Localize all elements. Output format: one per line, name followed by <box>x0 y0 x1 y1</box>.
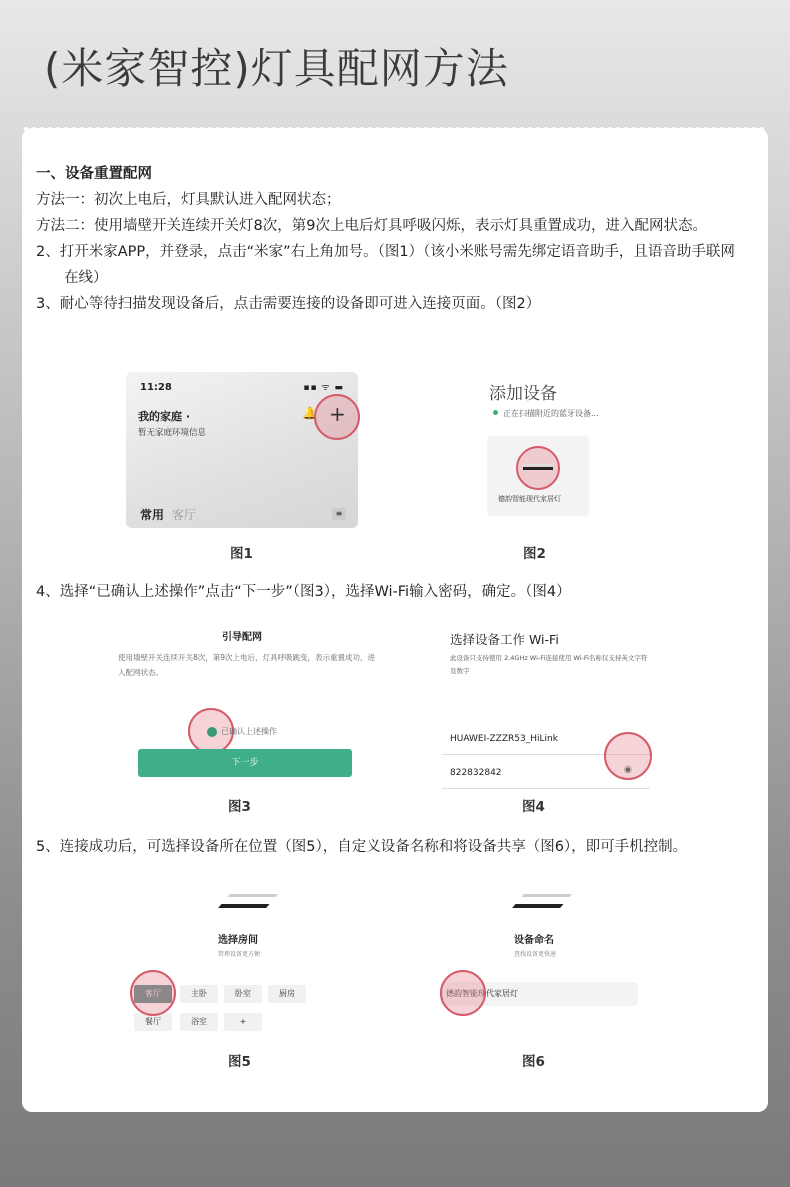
phone-status-icons: ▪▪ ᯤ ▬ <box>303 383 344 393</box>
lamp-icon <box>523 464 553 470</box>
method-1: 方法一：初次上电后，灯具默认进入配网状态； <box>36 192 341 208</box>
room-title: 选择房间 <box>218 935 258 946</box>
eye-icon: ◉ <box>624 765 632 775</box>
highlight-ring-room <box>130 970 176 1016</box>
lamp-icon <box>512 894 572 908</box>
confirm-label: 已确认上述操作 <box>221 727 277 736</box>
wifi-subtitle: 此设备只支持使用 2.4GHz Wi-Fi连接使用 Wi-Fi名称仅支持英文字符及数字 <box>450 654 648 675</box>
device-name-field: 德韵智能现代家居灯 <box>440 982 638 1006</box>
scanning-dot-icon <box>493 410 498 415</box>
bell-icon: 🔔 <box>302 406 317 420</box>
check-icon <box>207 727 217 737</box>
room-chip: 主卧 <box>180 985 218 1003</box>
caption-fig4: 图4 <box>522 799 545 815</box>
plus-icon: + <box>329 402 346 426</box>
menu-icon: ≡ <box>332 508 346 520</box>
guide-title: 引导配网 <box>222 632 262 643</box>
section-heading: 一、设备重置配网 <box>36 166 152 182</box>
room-chip: 浴室 <box>180 1013 218 1031</box>
method-2: 方法二：使用墙壁开关连续开关灯8次，第9次上电后灯具呼吸闪烁，表示灯具重置成功，进入配网状态。 <box>36 218 707 234</box>
page-title: (米家智控)灯具配网方法 <box>44 44 509 93</box>
step-4: 4、选择“已确认上述操作”点击“下一步”（图3），选择Wi-Fi输入密码，确定。（图4） <box>36 584 571 600</box>
next-button: 下一步 <box>138 749 352 777</box>
room-chip: 卧室 <box>224 985 262 1003</box>
caption-fig3: 图3 <box>228 799 251 815</box>
scanning-text: 正在扫描附近的蓝牙设备... <box>503 409 599 418</box>
caption-fig1: 图1 <box>230 546 253 562</box>
lamp-icon <box>218 894 278 908</box>
room-chip: 餐厅 <box>134 1013 172 1031</box>
name-subtitle: 查找设备更快速 <box>514 951 557 958</box>
room-subtitle: 管理设备更方便 <box>218 951 261 958</box>
wifi-password: 822832842 <box>450 768 502 778</box>
guide-text: 使用墙壁开关连续开关8次，第9次上电后，灯具呼吸跳变，表示重置成功，进入配网状态。 <box>118 653 376 677</box>
room-chip: 厨房 <box>268 985 306 1003</box>
wifi-title: 选择设备工作 Wi-Fi <box>450 632 559 647</box>
caption-fig5: 图5 <box>228 1054 251 1070</box>
fig1-phone-screenshot <box>126 372 358 528</box>
instructions <box>36 161 746 317</box>
add-room-chip: + <box>224 1013 262 1031</box>
wifi-ssid: HUAWEI-ZZZR53_HiLink <box>450 734 558 744</box>
step-5: 5、连接成功后，可选择设备所在位置（图5），自定义设备名称和将设备共享（图6），即可手机控制。 <box>36 839 688 855</box>
password-divider <box>442 788 650 789</box>
room-chip: 客厅 <box>134 985 172 1003</box>
tab-common: 常用 <box>140 508 165 522</box>
home-subtitle: 暂无家庭环境信息 <box>138 428 207 438</box>
caption-fig6: 图6 <box>522 1054 545 1070</box>
step-2: 2、打开米家APP，并登录，点击“米家”右上角加号。（图1）（该小米账号需先绑定语音助手，且语音助手联网在线） <box>36 244 735 286</box>
tab-living-room: 客厅 <box>172 508 197 522</box>
step-3: 3、耐心等待扫描发现设备后，点击需要连接的设备即可进入连接页面。（图2） <box>36 296 541 312</box>
highlight-ring-name <box>440 970 486 1016</box>
instruction-card <box>22 128 768 1112</box>
phone-time: 11:28 <box>140 382 172 393</box>
add-device-title: 添加设备 <box>489 384 557 404</box>
caption-fig2: 图2 <box>523 546 546 562</box>
device-name: 德韵智能现代家居灯 <box>498 495 561 503</box>
name-title: 设备命名 <box>514 935 554 946</box>
home-name: 我的家庭 · <box>138 410 191 423</box>
